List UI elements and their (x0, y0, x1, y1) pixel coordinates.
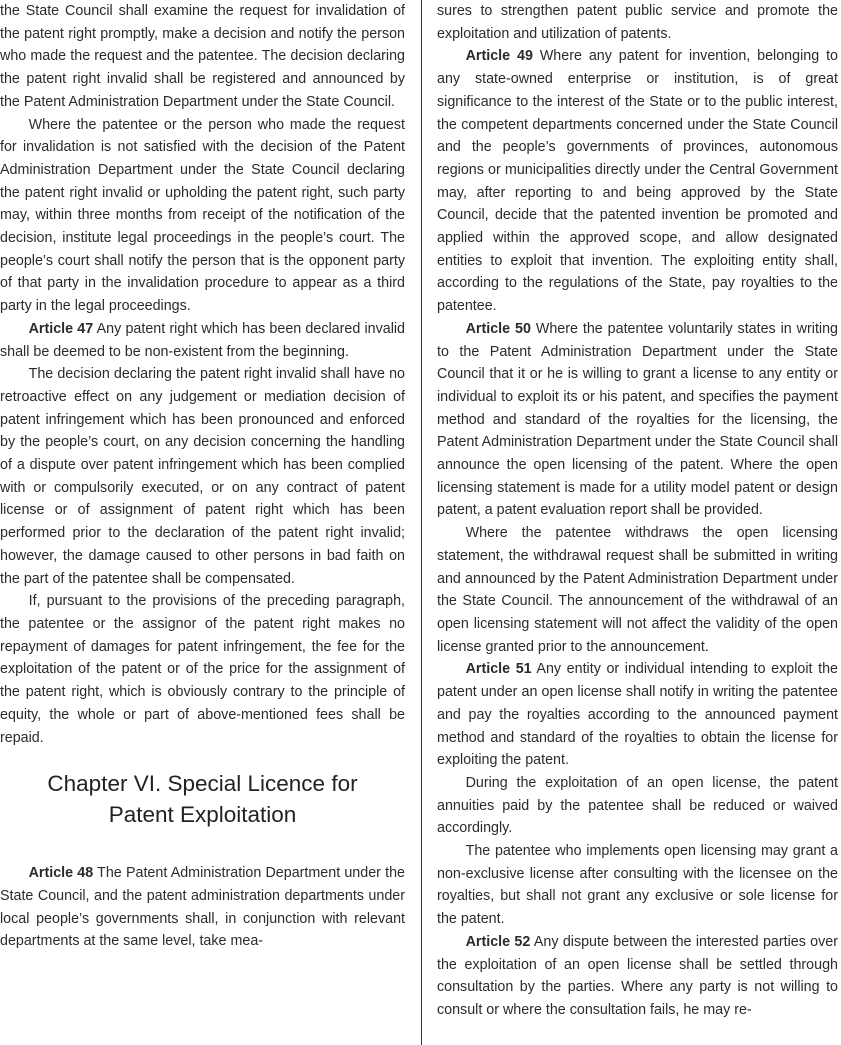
chapter-heading-line-1: Chapter VI. Special Licence for (47, 771, 358, 797)
paragraph: During the exploitation of an open license, the patent annuities paid by the patentee shall be reduced or waived accordingly. (437, 774, 838, 837)
article-48 (0, 862, 405, 953)
right-column (437, 0, 838, 1022)
article-text: Where any patent for invention, belonging to any state-owned enterprise or institution, is of great significance to the interest of the State or to the public interest, the competent departments concerned under the State Council and the people’s governments of provinces, autonomous regions or municipalities directly under the Central Government may, after reporting to and being approved by the State Council, decide that the patented invention be promoted and applied within the approved scope, and allow designated entities to exploit that invention. The exploiting entity shall, according to the regulations of the State, pay royalties to the patentee. (437, 48, 838, 315)
chapter-heading-line-2: Patent Exploitation (108, 801, 297, 827)
article-label: Article 51 (465, 661, 532, 678)
paragraph: sures to strengthen patent public service and promote the exploitation and utilization of patents. (437, 3, 838, 42)
article-text: Any entity or individual intending to exploit the patent under an open license shall notify in writing the patentee and pay the royalties according to the announced payment method and standard of the royalties to obtain the license for exploiting the patent. (437, 661, 838, 769)
chapter-heading (0, 769, 405, 830)
article-49 (437, 45, 838, 317)
article-text: Any dispute between the interested parties over the exploitation of an open license shall be settled through consultation by the parties. Where any party is not willing to consult or where the consultation fails, he may re- (437, 933, 838, 1018)
article-label: Article 48 (28, 865, 94, 882)
article-text: Any patent right which has been declared invalid shall be deemed to be non-existent from the beginning. (0, 320, 406, 360)
paragraph: Where the patentee withdraws the open licensing statement, the withdrawal request shall be submitted in writing and announced by the Patent Administration Department under the State Council. The announcement of the withdrawal of an open licensing statement will not affect the validity of the open license granted prior to the announcement. (437, 525, 838, 655)
article-label: Article 47 (28, 320, 94, 337)
paragraph: The decision declaring the patent right invalid shall have no retroactive effect on any judgement or mediation decision of patent infringement which has been pronounced and enforced by the people’s court, on any decision concerning the handling of a dispute over patent infringement which has been complied with or compulsorily executed, or on any contract of patent license or of assignment of patent right which has been performed prior to the declaration of the patent right invalid; however, the damage caused to other persons in bad faith on the part of the patentee shall be compensated. (0, 366, 405, 587)
column-divider (421, 0, 422, 1045)
article-label: Article 50 (465, 320, 531, 337)
article-50 (437, 318, 838, 522)
paragraph: The patentee who implements open licensing may grant a non-exclusive license after consulting with the licensee on the royalties, but shall not grant any exclusive or sole license for the patent. (437, 843, 838, 928)
article-label: Article 49 (465, 48, 533, 65)
paragraph: the State Council shall examine the request for invalidation of the patent right promptly, make a decision and notify the person who made the request and the patentee. The decision declaring the patent right invalid shall be registered and announced by the Patent Administration Department under the State Council. (0, 3, 405, 110)
paragraph: If, pursuant to the provisions of the preceding paragraph, the patentee or the assignor of the patent right makes no repayment of damages for patent infringement, the fee for the exploitation of the patent or of the price for the assignment of the patent right, which is obviously contrary to the principle of equity, the whole or part of above-mentioned fees shall be repaid. (0, 593, 405, 746)
article-text: Where the patentee voluntarily states in writing to the Patent Administration Department under the State Council that it or he is willing to grant a license to any entity or individual to exploit its or his patent, and specifies the payment method and standard of the royalties for the licensing, the Patent Administration Department under the State Council shall announce the open licensing of the patent. Where the open licensing statement is made for a utility model patent or design patent, a patent evaluation report shall be provided. (437, 320, 838, 519)
article-47 (0, 318, 405, 363)
article-text: The Patent Administration Department under the State Council, and the patent administration departments under local people’s governments shall, in conjunction with relevant departments at the same level, take mea- (0, 865, 405, 950)
article-label: Article 52 (465, 933, 531, 950)
left-column (0, 0, 405, 953)
article-51 (437, 658, 838, 772)
article-52 (437, 931, 838, 1022)
paragraph: Where the patentee or the person who made the request for invalidation is not satisfied with the decision of the Patent Administration Department under the State Council declaring the patent right invalid or upholding the patent right, such party may, within three months from receipt of the notification of the decision, institute legal proceedings in the people’s court. The people’s court shall notify the person that is the opponent party of that party in the invalidation procedure to appear as a third party in the legal proceedings. (0, 116, 405, 315)
